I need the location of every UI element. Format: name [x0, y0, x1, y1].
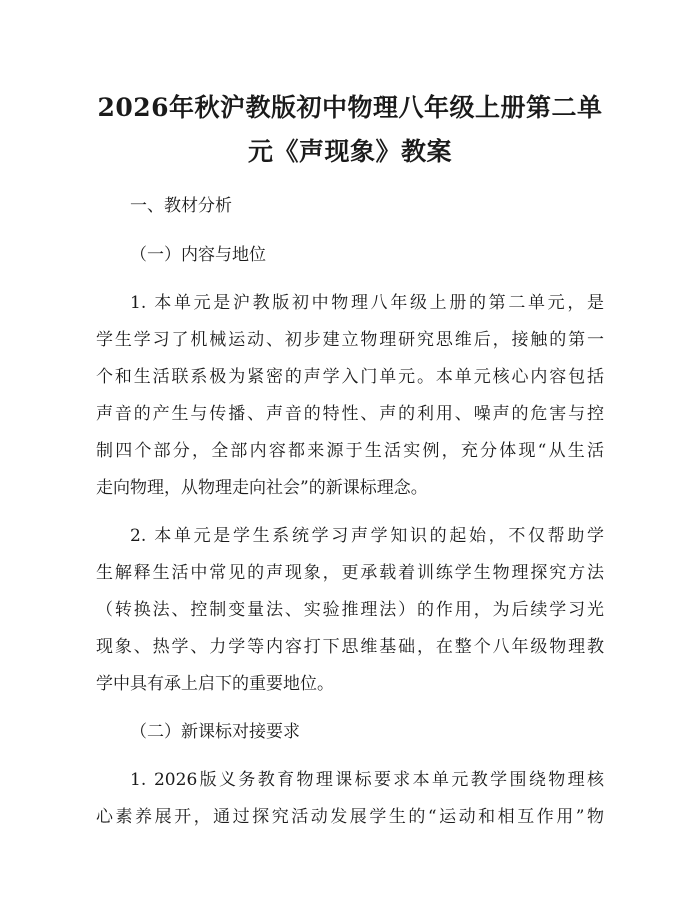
subsection-heading-curriculum-requirements: （二）新课标对接要求	[130, 722, 300, 742]
paragraph-line: 1. 本单元是沪教版初中物理八年级上册的第二单元，是	[130, 293, 604, 313]
section-heading-teaching-material-analysis: 一、教材分析	[130, 196, 232, 216]
paragraph-line: 学生学习了机械运动、初步建立物理研究思维后，接触的第一	[96, 330, 604, 350]
paragraph-line: 现象、热学、力学等内容打下思维基础，在整个八年级物理教	[96, 637, 604, 657]
paragraph-line: 学中具有承上启下的重要地位。	[96, 674, 334, 694]
paragraph-line: 心素养展开，通过探究活动发展学生的“运动和相互作用”物	[96, 807, 604, 827]
paragraph-line: 制四个部分，全部内容都来源于生活实例，充分体现“从生活	[96, 441, 604, 461]
paragraph-line: 走向物理，从物理走向社会”的新课标理念。	[96, 478, 428, 498]
paragraph-line: 生解释生活中常见的声现象，更承载着训练学生物理探究方法	[96, 563, 604, 583]
paragraph-line: 声音的产生与传播、声音的特性、声的利用、噪声的危害与控	[96, 404, 604, 424]
paragraph-line: （转换法、控制变量法、实验推理法）的作用，为后续学习光	[96, 600, 604, 620]
document-title-line-2: 元《声现象》教案	[247, 137, 452, 166]
paragraph-line: 个和生活联系极为紧密的声学入门单元。本单元核心内容包括	[96, 367, 604, 387]
document-title-line-1: 2026年秋沪教版初中物理八年级上册第二单	[97, 93, 603, 122]
paragraph-line: 1. 2026版义务教育物理课标要求本单元教学围绕物理核	[130, 770, 604, 790]
paragraph-line: 2. 本单元是学生系统学习声学知识的起始，不仅帮助学	[130, 526, 604, 546]
subsection-heading-content-and-position: （一）内容与地位	[130, 245, 266, 265]
